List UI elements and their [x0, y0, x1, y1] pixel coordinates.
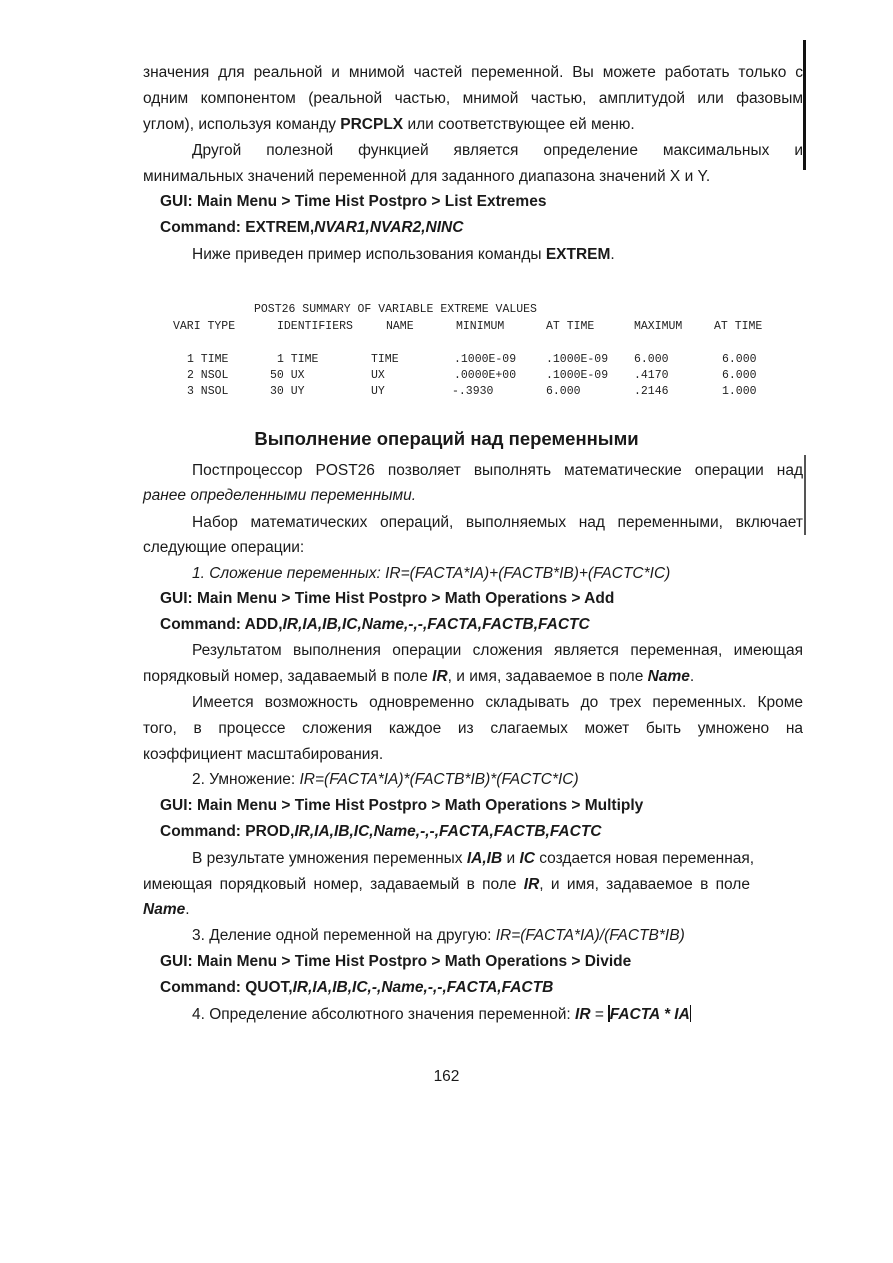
para1-text-end: или соответствующее ей меню.	[403, 116, 635, 133]
para5-line2: следующие операции:	[143, 539, 305, 556]
table-header-minimum: MINIMUM	[456, 320, 505, 333]
command-extrem	[160, 217, 820, 239]
command-name: Command: EXTREM,	[160, 219, 315, 236]
para8-text: В результате умножения переменных	[192, 850, 467, 867]
para7-line1: Имеется возможность одновременно складывать до трех переменных. Кроме	[192, 694, 803, 711]
item2-label: 2. Умножение:	[192, 771, 300, 788]
para1-line3	[143, 114, 803, 136]
item2-multiply	[192, 769, 803, 791]
para6-line2	[143, 666, 803, 688]
command-quot	[160, 977, 820, 999]
command-name: Command: QUOT,	[160, 979, 293, 996]
command-args: IR,IA,IB,IC,-,Name,-,-,FACTA,FACTB	[292, 979, 554, 996]
para8-text: имеющая порядковый номер, задаваемый в поле	[143, 876, 524, 893]
gui-path-add: GUI: Main Menu > Time Hist Postpro > Math Operations > Add	[160, 590, 615, 607]
item1-addition	[192, 563, 803, 585]
item1-label: 1. Сложение переменных:	[192, 565, 386, 582]
table-cell: 6.000	[546, 385, 581, 398]
scan-edge-bar	[803, 40, 806, 170]
para8-line1	[192, 848, 803, 870]
para6-text: , и имя, задаваемое в поле	[447, 668, 648, 685]
command-prod	[160, 821, 820, 843]
para8-line2	[143, 874, 803, 896]
para2-line1: Другой полезной функцией является определение максимальных и	[192, 142, 803, 159]
para7-line3: коэффициент масштабирования.	[143, 746, 384, 763]
table-header-at-time: AT TIME	[546, 320, 595, 333]
para8-text: , и имя, задаваемое в поле	[539, 876, 750, 893]
item1-formula: IR=(FACTA*IA)+(FACTB*IB)+(FACTC*IC)	[385, 565, 671, 582]
page-number: 162	[433, 1068, 460, 1085]
item4-formula: FACTA * IA	[609, 1006, 690, 1023]
table-cell: 1 TIME	[277, 353, 319, 366]
table-cell: 6.000	[722, 353, 757, 366]
para3-end: .	[610, 246, 615, 263]
field-ic: IC	[519, 850, 535, 867]
para6-text: порядковый номер, задаваемый в поле	[143, 668, 433, 685]
gui-path-extremes: GUI: Main Menu > Time Hist Postpro > List Extremes	[160, 193, 547, 210]
command-args: IR,IA,IB,IC,Name,-,-,FACTA,FACTB,FACTC	[294, 823, 602, 840]
table-row: 3 NSOL	[187, 385, 229, 398]
command-name: Command: PROD,	[160, 823, 295, 840]
item3-formula: IR=(FACTA*IA)/(FACTB*IB)	[495, 927, 685, 944]
para8-end: .	[185, 901, 190, 918]
para6-end: .	[689, 668, 695, 685]
para5-line1: Набор математических операций, выполняемых над переменными, включает	[192, 514, 803, 531]
command-name: Command: ADD,	[160, 616, 283, 633]
command-add	[160, 614, 820, 636]
command-args: IR,IA,IB,IC,Name,-,-,FACTA,FACTB,FACTC	[282, 616, 590, 633]
fields-ia-ib: IA,IB	[466, 850, 503, 867]
table-cell: 50 UX	[270, 369, 305, 382]
table-cell: UX	[371, 369, 385, 382]
para3	[192, 244, 803, 266]
item3-divide	[192, 925, 803, 947]
para1-line2: одним компонентом (реальной частью, мнимой частью, амплитудой или фазовым	[143, 90, 803, 107]
item3-label: 3. Деление одной переменной на другую:	[192, 927, 496, 944]
table-header-identifiers: IDENTIFIERS	[277, 320, 353, 333]
item4-absolute	[192, 1004, 803, 1026]
para7-line2: того, в процессе сложения каждое из слагаемых может быть умножено на	[143, 720, 803, 737]
para2-line2: минимальных значений переменной для заданного диапазона значений X и Y.	[143, 168, 711, 185]
extrem-keyword: EXTREM	[545, 246, 611, 263]
table-row: 2 NSOL	[187, 369, 229, 382]
gui-path-multiply: GUI: Main Menu > Time Hist Postpro > Math Operations > Multiply	[160, 797, 644, 814]
para8-text: и	[502, 850, 520, 867]
item2-formula: IR=(FACTA*IA)*(FACTB*IB)*(FACTC*IC)	[299, 771, 579, 788]
para8-text: создается новая переменная,	[534, 850, 755, 867]
para3-text: Ниже приведен пример использования команды	[192, 246, 546, 263]
table-cell: 30 UY	[270, 385, 305, 398]
table-cell: TIME	[371, 353, 399, 366]
table-header-name: NAME	[386, 320, 414, 333]
para4-line2: ранее определенными переменными.	[143, 487, 417, 504]
table-cell: 1.000	[722, 385, 757, 398]
table-cell: .4170	[634, 369, 669, 382]
table-cell: .1000E-09	[546, 353, 609, 366]
para1-line1: значения для реальной и мнимой частей переменной. Вы можете работать только с	[143, 64, 803, 81]
table-cell: UY	[371, 385, 385, 398]
table-cell: 6.000	[722, 369, 757, 382]
gui-path-divide: GUI: Main Menu > Time Hist Postpro > Math Operations > Divide	[160, 953, 632, 970]
field-ir: IR	[432, 668, 448, 685]
table-cell: 6.000	[634, 353, 669, 366]
para6-line1: Результатом выполнения операции сложения является переменная, имеющая	[192, 642, 803, 659]
field-name: Name	[143, 901, 186, 918]
table-header-at-time-2: AT TIME	[714, 320, 763, 333]
equals-sign: =	[590, 1006, 609, 1023]
section-heading: Выполнение операций над переменными	[254, 428, 639, 449]
table-cell: .1000E-09	[454, 353, 517, 366]
para8-line3	[143, 899, 803, 921]
prcplx-command: PRCPLX	[340, 116, 404, 133]
field-ir: IR	[523, 876, 540, 893]
table-cell: .1000E-09	[546, 369, 609, 382]
para4-line1: Постпроцессор POST26 позволяет выполнять математические операции над	[192, 462, 803, 479]
field-name: Name	[647, 668, 690, 685]
table-cell: -.3930	[452, 385, 494, 398]
para1-text: углом), используя команду	[143, 116, 341, 133]
table-title: POST26 SUMMARY OF VARIABLE EXTREME VALUES	[254, 303, 537, 316]
abs-bar-right	[690, 1005, 692, 1022]
table-cell: .0000E+00	[454, 369, 517, 382]
item4-label: 4. Определение абсолютного значения переменной:	[192, 1006, 576, 1023]
field-ir: IR	[575, 1006, 591, 1023]
table-header-vari-type: VARI TYPE	[173, 320, 236, 333]
scan-edge-bar-lower	[804, 455, 806, 535]
table-row: 1 TIME	[187, 353, 229, 366]
command-args: NVAR1,NVAR2,NINC	[314, 219, 464, 236]
table-header-maximum: MAXIMUM	[634, 320, 683, 333]
table-cell: .2146	[634, 385, 669, 398]
